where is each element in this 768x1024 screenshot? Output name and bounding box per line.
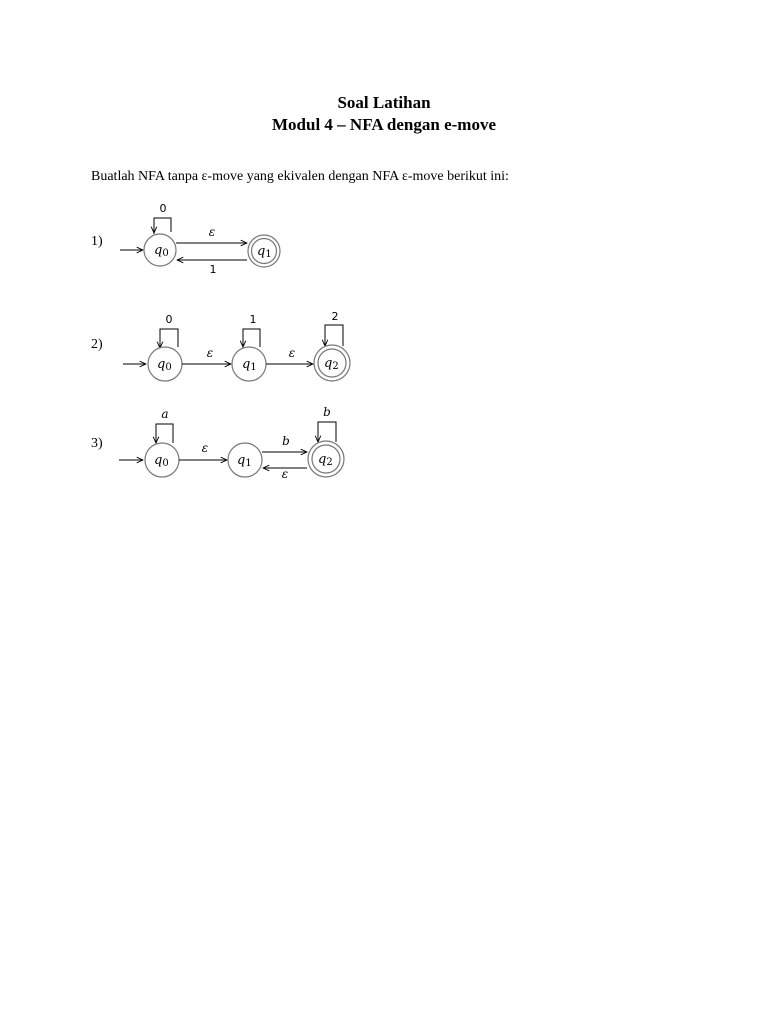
d2-q1-loop-label: 1 <box>249 313 257 326</box>
title-line-2: Modul 4 – NFA dengan e-move <box>272 115 496 134</box>
instruction-text: Buatlah NFA tanpa ε-move yang ekivalen dengan NFA ε-move berikut ini: <box>91 169 509 184</box>
d1-edge-q1-q0-label: 1 <box>209 263 217 276</box>
d1-q0-name: q0 <box>154 243 169 259</box>
d3-q0-name: q0 <box>154 453 169 469</box>
d2-q0-name: q0 <box>157 357 172 373</box>
title-line-1: Soal Latihan <box>337 93 431 112</box>
d1-q0-self-loop <box>154 218 171 234</box>
problem-3-number: 3) <box>91 436 103 451</box>
d1-q1-name: q1 <box>257 244 272 260</box>
d3-edge-q2-q1-label: ε <box>281 467 289 481</box>
d3-edge-q0-q1-label: ε <box>201 441 209 455</box>
diagram-1 <box>120 202 280 276</box>
d2-edge-q0-q1-label: ε <box>206 346 214 360</box>
d2-q0-self-loop <box>160 329 178 349</box>
d3-q1-name: q1 <box>237 453 252 469</box>
d2-q1-name: q1 <box>242 357 257 373</box>
d3-edge-q1-q2-label: b <box>282 434 290 448</box>
d3-q2-loop-label: b <box>323 405 331 419</box>
d2-edge-q1-q2-label: ε <box>288 346 296 360</box>
d1-q0-loop-label: 0 <box>159 202 167 215</box>
d3-q2-name: q2 <box>318 452 333 468</box>
d2-q1-self-loop <box>243 329 260 348</box>
d3-q0-loop-label: a <box>161 407 169 421</box>
d3-q2-self-loop <box>318 422 336 443</box>
d2-q2-self-loop <box>325 325 343 347</box>
problem-1-number: 1) <box>91 234 103 249</box>
d2-q2-name: q2 <box>324 356 339 372</box>
d2-q2-loop-label: 2 <box>331 310 339 323</box>
diagram-2 <box>123 310 350 381</box>
problem-2-number: 2) <box>91 337 103 352</box>
d3-q0-self-loop <box>156 424 173 444</box>
d1-edge-q0-q1-label: ε <box>208 225 216 239</box>
diagram-3 <box>119 405 344 481</box>
d2-q0-loop-label: 0 <box>165 313 173 326</box>
